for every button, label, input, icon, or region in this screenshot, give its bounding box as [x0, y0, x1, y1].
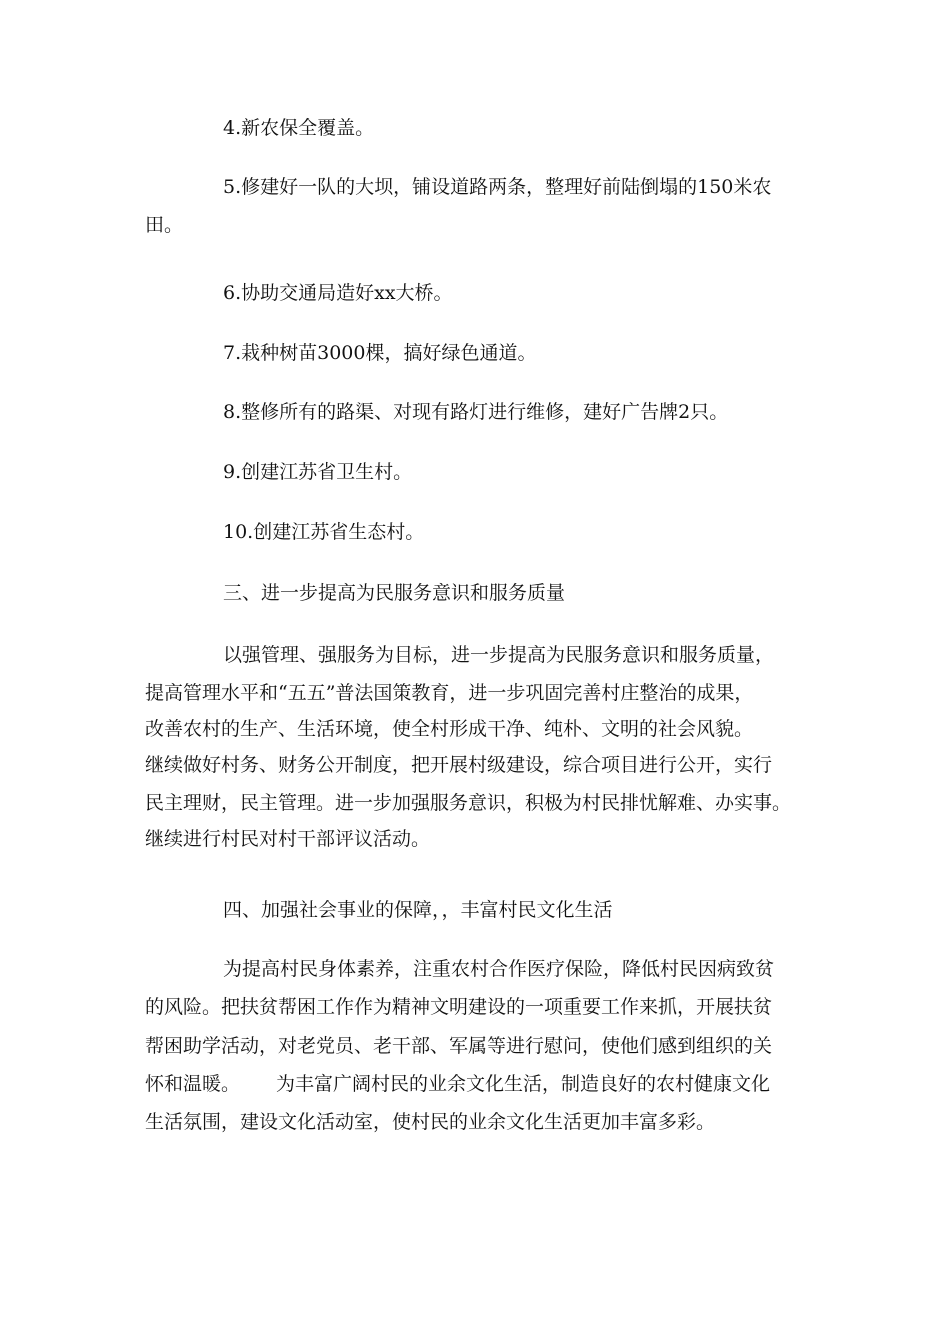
paragraph-line: 继续做好村务、财务公开制度，把开展村级建设，综合项目进行公开，实行 [145, 754, 773, 776]
list-item-text: 6.协助交通局造好xx大桥。 [223, 282, 453, 304]
paragraph-line: 帮困助学活动，对老党员、老干部、军属等进行慰问，使他们感到组织的关 [145, 1035, 773, 1057]
paragraph-line: 提高管理水平和“五五”普法国策教育，进一步巩固完善村庄整治的成果， [145, 682, 754, 704]
list-item [145, 115, 817, 141]
section-heading [145, 897, 817, 923]
list-item-text: 9.创建江苏省卫生村。 [223, 461, 413, 483]
list-item [145, 174, 817, 200]
list-item-text: 5.修建好一队的大坝，铺设道路两条，整理好前陆倒塌的150米农 [223, 176, 772, 198]
paragraph-line [145, 642, 817, 680]
paragraph-line-text: 为丰富广阔村民的业余文化生活，制造良好的农村健康文化 [276, 1073, 771, 1095]
paragraph-line-text: 怀和温暖。 [145, 1073, 241, 1095]
list-item [145, 459, 817, 485]
paragraph-line [145, 1071, 817, 1109]
list-item [145, 399, 817, 425]
list-item-text: 田。 [145, 214, 184, 236]
section-heading-text: 四、加强社会事业的保障，，丰富村民文化生活 [223, 899, 613, 921]
list-item [145, 519, 817, 545]
list-item [145, 280, 817, 306]
paragraph-line: 改善农村的生产、生活环境，使全村形成干净、纯朴、文明的社会风貌。 [145, 718, 754, 740]
section-heading [145, 580, 817, 606]
list-item [145, 340, 817, 366]
section-paragraph [145, 642, 817, 864]
paragraph-line: 的风险。把扶贫帮困工作作为精神文明建设的一项重要工作来抓，开展扶贫 [145, 996, 773, 1018]
paragraph-line-text: 为提高村民身体素养，注重农村合作医疗保险，降低村民因病致贫 [223, 958, 775, 980]
paragraph-line: 生活氛围，建设文化活动室，使村民的业余文化生活更加丰富多彩。 [145, 1111, 716, 1133]
paragraph-line: 继续进行村民对村干部评议活动。 [145, 828, 431, 850]
paragraph-line: 民主理财，民主管理。进一步加强服务意识，积极为村民排忧解难、办实事。 [145, 792, 792, 814]
section-paragraph [145, 956, 817, 1147]
paragraph-line [145, 956, 817, 994]
section-heading-text: 三、进一步提高为民服务意识和服务质量 [223, 582, 566, 604]
paragraph-line-text: 以强管理、强服务为目标，进一步提高为民服务意识和服务质量， [223, 644, 775, 666]
list-item-text: 7.栽种树苗3000棵，搞好绿色通道。 [223, 342, 537, 364]
list-item-text: 10.创建江苏省生态村。 [223, 521, 425, 543]
list-item-text: 8.整修所有的路渠、对现有路灯进行维修，建好广告牌2只。 [223, 401, 729, 423]
list-item-continuation [145, 212, 817, 238]
list-item-text: 4.新农保全覆盖。 [223, 117, 375, 139]
